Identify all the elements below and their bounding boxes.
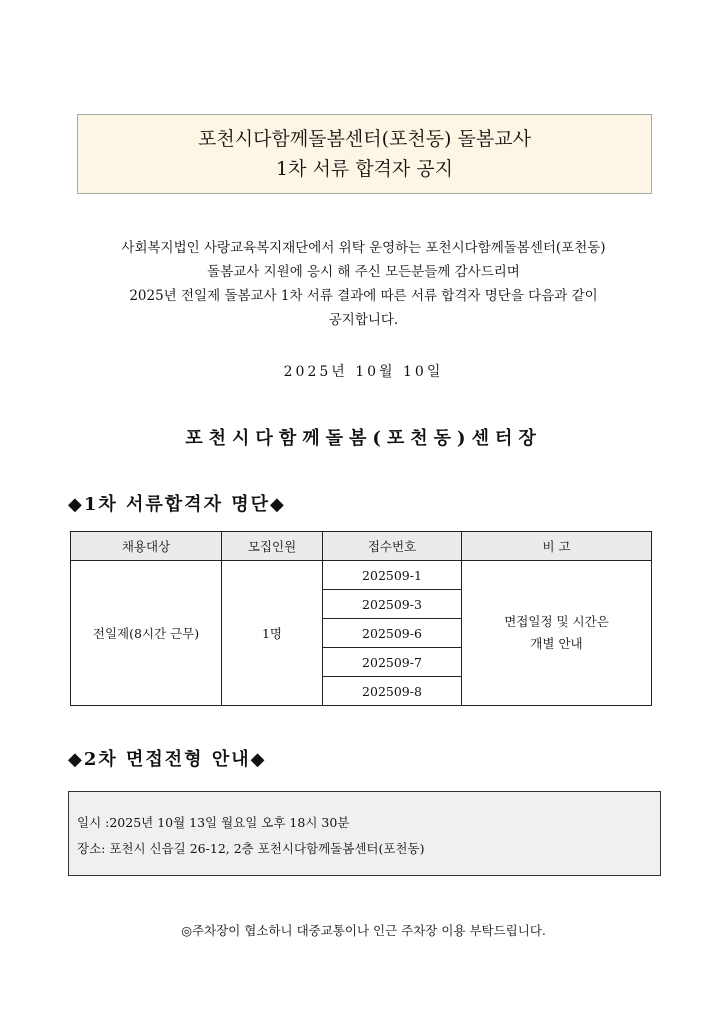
cell-count: 1명 [222,561,323,706]
cell-number: 202509-7 [323,648,462,677]
interview-info-box [68,791,661,876]
intro-line1: 사회복지법인 사랑교육복지재단에서 위탁 운영하는 포천시다함께돌봄센터(포천동) [121,240,606,256]
parking-note: ◎주차장이 협소하니 대중교통이나 인근 주차장 이용 부탁드립니다. [181,923,546,938]
cell-number: 202509-1 [323,561,462,590]
interview-place: 장소: 포천시 신읍길 26-12, 2층 포천시다함께돌봄센터(포천동) [77,841,425,856]
notice-title-line1: 포천시다함께돌봄센터(포천동) 돌봄교사 [198,128,531,150]
section1-heading: ◆1차 서류합격자 명단◆ [68,494,286,515]
intro-paragraph [40,236,687,332]
section2-heading: ◆2차 면접전형 안내◆ [68,749,267,770]
applicant-table [70,531,652,706]
table-header-row [71,532,652,561]
organization-signature: 포천시다함께돌봄(포천동)센터장 [185,428,542,449]
notice-date: 2025년 10월 10일 [283,364,444,380]
cell-note [462,561,652,706]
table-row [71,561,652,590]
note-line1: 면접일정 및 시간은 [504,614,609,629]
cell-number: 202509-3 [323,590,462,619]
notice-title-line2: 1차 서류 합격자 공지 [275,158,454,180]
header-position: 채용대상 [71,532,222,561]
cell-position: 전일제(8시간 근무) [71,561,222,706]
cell-number: 202509-8 [323,677,462,706]
note-line2: 개별 안내 [530,636,583,651]
intro-line2: 돌봄교사 지원에 응시 해 주신 모든분들께 감사드리며 [207,264,520,280]
header-count: 모집인원 [222,532,323,561]
interview-datetime: 일시 :2025년 10월 13일 월요일 오후 18시 30분 [77,815,350,830]
notice-title-box [77,114,652,194]
header-number: 접수번호 [323,532,462,561]
intro-line4: 공지합니다. [328,312,399,328]
header-note: 비 고 [462,532,652,561]
cell-number: 202509-6 [323,619,462,648]
intro-line3: 2025년 전일제 돌봄교사 1차 서류 결과에 따른 서류 합격자 명단을 다음과 같이 [129,288,598,304]
